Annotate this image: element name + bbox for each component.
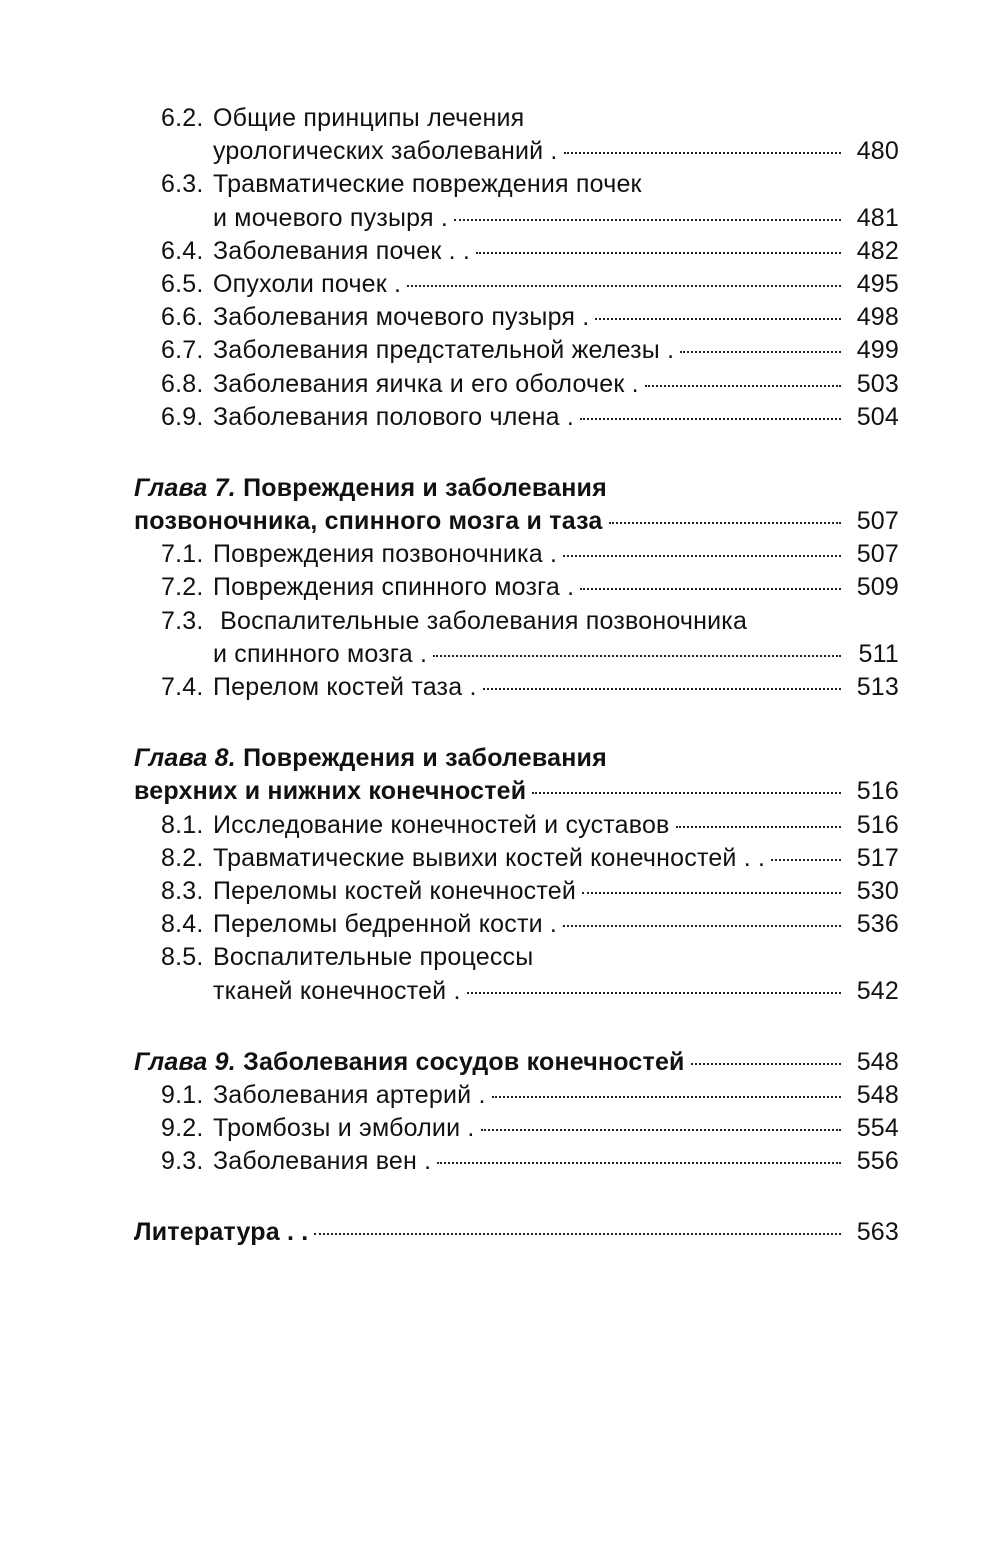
page-number: 563: [856, 1218, 899, 1247]
dot-leader: [564, 152, 841, 154]
entry-title: Переломы костей конечностей: [213, 876, 577, 905]
dot-leader: [580, 418, 841, 420]
dot-leader: [582, 892, 841, 894]
entry-title: и мочевого пузыря .: [213, 203, 449, 232]
entry-title: Опухоли почек .: [213, 269, 402, 298]
entry-number: 7.4.: [161, 673, 204, 701]
page-number: 509: [856, 573, 899, 602]
dot-leader: [467, 992, 841, 994]
entry-title: Заболевания артерий .: [213, 1080, 486, 1109]
dot-leader: [676, 826, 841, 828]
chapter-title: верхних и нижних конечностей: [134, 777, 527, 806]
page-number: 499: [856, 336, 899, 365]
toc-chapter-8-cont: [134, 777, 899, 810]
page-number: 548: [856, 1080, 899, 1109]
page-number: 498: [856, 303, 899, 332]
entry-title: Общие принципы лечения: [213, 104, 525, 132]
entry-number: 6.3.: [161, 170, 204, 199]
toc-chapter-9: [134, 1048, 899, 1081]
entry-number: 6.2.: [161, 104, 204, 132]
chapter-label: Глава 7.: [134, 473, 236, 502]
toc-entry-8-1: [134, 811, 899, 844]
toc-chapter-7: [134, 474, 899, 507]
entry-number: 7.3.: [161, 606, 204, 635]
dot-leader: [454, 219, 841, 221]
toc-chapter-7-cont: [134, 507, 899, 540]
entry-number: 6.5.: [161, 269, 204, 298]
chapter-label: Глава 8.: [134, 744, 236, 773]
section-gap: [134, 706, 899, 744]
toc-entry-8-5: [134, 943, 899, 976]
entry-number: 6.4.: [161, 236, 204, 265]
dot-leader: [563, 925, 841, 927]
dot-leader: [314, 1233, 841, 1235]
toc-entry-7-4: [134, 673, 899, 706]
page-number: 480: [856, 137, 899, 166]
dot-leader: [691, 1063, 841, 1065]
entry-number: 6.6.: [161, 303, 204, 332]
entry-title: Воспалительные процессы: [213, 943, 534, 972]
entry-title: Травматические вывихи костей конечностей . .: [213, 843, 766, 872]
entry-number: 8.5.: [161, 943, 204, 972]
toc-entry-6-8: [134, 370, 899, 403]
dot-leader: [609, 522, 841, 524]
toc-literature: [134, 1218, 899, 1251]
page-number: 556: [856, 1147, 899, 1176]
page-number: 503: [856, 369, 899, 398]
entry-title: Заболевания полового члена .: [213, 402, 575, 431]
page-number: 554: [856, 1114, 899, 1143]
toc-entry-6-2: [134, 104, 899, 137]
toc-entry-6-7: [134, 336, 899, 369]
section-gap: [134, 436, 899, 474]
page-number: 482: [856, 236, 899, 265]
entry-title: тканей конечностей .: [213, 976, 461, 1005]
dot-leader: [481, 1129, 841, 1131]
chapter-label: Глава 9.: [134, 1047, 236, 1076]
page-number: 530: [856, 876, 899, 905]
page-number: 536: [856, 910, 899, 939]
page-number: 481: [856, 203, 899, 232]
toc-entry-8-3: [134, 877, 899, 910]
dot-leader: [476, 252, 841, 254]
dot-leader: [483, 688, 841, 690]
table-of-contents: [134, 104, 899, 1252]
page-number: 542: [856, 976, 899, 1005]
entry-title: Перелом костей таза .: [213, 673, 477, 701]
page-number: 511: [858, 639, 899, 668]
toc-entry-6-4: [134, 237, 899, 270]
section-gap: [134, 1180, 899, 1218]
toc-entry-6-6: [134, 303, 899, 336]
entry-title: Травматические повреждения почек: [213, 170, 642, 199]
page-number: 507: [856, 507, 899, 536]
toc-entry-8-5-cont: [134, 977, 899, 1010]
entry-number: 9.2.: [161, 1114, 204, 1143]
entry-title: Переломы бедренной кости .: [213, 910, 558, 939]
dot-leader: [433, 655, 841, 657]
toc-entry-9-3: [134, 1147, 899, 1180]
dot-leader: [680, 351, 841, 353]
toc-entry-7-3-cont: [134, 640, 899, 673]
entry-title: Заболевания почек . .: [213, 236, 471, 265]
toc-entry-6-5: [134, 270, 899, 303]
section-gap: [134, 1010, 899, 1048]
entry-title: Заболевания мочевого пузыря .: [213, 303, 590, 332]
entry-number: 7.1.: [161, 540, 204, 569]
chapter-title: Заболевания сосудов конечностей: [243, 1047, 685, 1076]
entry-number: 6.9.: [161, 402, 204, 431]
literature-title: Литература . .: [134, 1218, 309, 1247]
toc-entry-7-3: [134, 607, 899, 640]
dot-leader: [595, 318, 841, 320]
entry-title: Повреждения позвоночника .: [213, 540, 558, 569]
entry-title: и спинного мозга .: [213, 639, 428, 668]
entry-title: Повреждения спинного мозга .: [213, 573, 575, 602]
toc-entry-6-9: [134, 403, 899, 436]
toc-chapter-8: [134, 744, 899, 777]
entry-title: Заболевания вен .: [213, 1147, 432, 1176]
toc-entry-8-4: [134, 910, 899, 943]
entry-number: 6.8.: [161, 369, 204, 398]
toc-entry-6-2-cont: [134, 137, 899, 170]
toc-entry-9-1: [134, 1081, 899, 1114]
entry-number: 8.1.: [161, 810, 204, 839]
entry-number: 9.3.: [161, 1147, 204, 1176]
dot-leader: [645, 385, 841, 387]
toc-entry-6-3: [134, 170, 899, 203]
page-number: 507: [856, 540, 899, 569]
toc-entry-8-2: [134, 844, 899, 877]
chapter-title: Повреждения и заболевания: [243, 473, 607, 502]
page-number: 548: [856, 1047, 899, 1076]
page-number: 517: [856, 843, 899, 872]
dot-leader: [771, 859, 841, 861]
entry-number: 9.1.: [161, 1080, 204, 1109]
entry-title: Тромбозы и эмболии .: [213, 1114, 475, 1143]
dot-leader: [563, 555, 841, 557]
page-number: 516: [856, 777, 899, 806]
entry-number: 8.4.: [161, 910, 204, 939]
entry-number: 6.7.: [161, 336, 204, 365]
dot-leader: [492, 1096, 841, 1098]
entry-title: Исследование конечностей и суставов: [213, 810, 670, 839]
dot-leader: [532, 792, 841, 794]
chapter-title: позвоночника, спинного мозга и таза: [134, 507, 603, 536]
entry-title: урологических заболеваний .: [213, 137, 558, 166]
entry-number: 8.2.: [161, 843, 204, 872]
entry-title: Заболевания предстательной железы .: [213, 336, 675, 365]
page-number: 495: [856, 269, 899, 298]
entry-number: 8.3.: [161, 876, 204, 905]
dot-leader: [580, 588, 841, 590]
page-number: 513: [856, 673, 899, 701]
entry-title: Воспалительные заболевания позвоночника: [213, 606, 748, 635]
dot-leader: [407, 285, 841, 287]
toc-entry-9-2: [134, 1114, 899, 1147]
chapter-title: Повреждения и заболевания: [243, 744, 607, 773]
dot-leader: [437, 1162, 841, 1164]
page-number: 516: [856, 810, 899, 839]
entry-number: 7.2.: [161, 573, 204, 602]
page-number: 504: [856, 402, 899, 431]
toc-entry-6-3-cont: [134, 204, 899, 237]
toc-entry-7-1: [134, 540, 899, 573]
entry-title: Заболевания яичка и его оболочек .: [213, 369, 639, 398]
toc-entry-7-2: [134, 573, 899, 606]
